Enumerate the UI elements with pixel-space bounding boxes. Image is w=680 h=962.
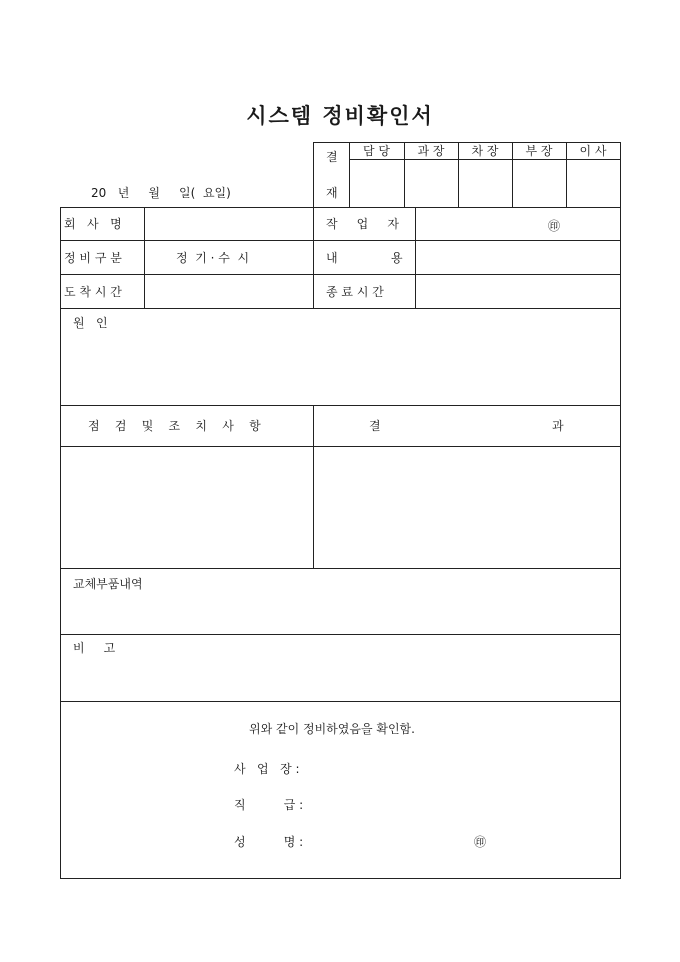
- result-field[interactable]: [314, 447, 620, 568]
- result-label-right: 과: [552, 419, 564, 433]
- approval-role-director: 이 사: [579, 144, 607, 158]
- result-label-left: 결: [369, 419, 381, 433]
- date-line[interactable]: 20 년 월 일( 요일): [91, 186, 231, 200]
- approval-role-manager: 부 장: [525, 144, 553, 158]
- end-time-label: 종 료 시 간: [326, 285, 384, 299]
- approval-sign-deputy[interactable]: [459, 160, 512, 207]
- approval-label-bottom: 재: [326, 186, 338, 200]
- approval-role-section-chief: 과 장: [417, 144, 445, 158]
- approval-role-deputy: 차 장: [471, 144, 499, 158]
- worker-field[interactable]: [416, 208, 620, 240]
- worker-seal-icon: ㊞: [548, 219, 561, 233]
- cause-label: 원 인: [73, 316, 108, 330]
- confirm-statement: 위와 같이 정비하였음을 확인함.: [249, 722, 415, 736]
- rank-field[interactable]: [316, 792, 566, 812]
- cause-field[interactable]: [61, 335, 620, 405]
- arrival-label: 도 착 시 간: [64, 285, 122, 299]
- company-label: 회 사 명: [64, 217, 122, 231]
- worker-label: 작 업 자: [326, 217, 399, 231]
- rank-label: 직 급 :: [234, 798, 304, 812]
- approval-sign-manager[interactable]: [513, 160, 566, 207]
- name-field[interactable]: [316, 829, 466, 849]
- site-field[interactable]: [316, 756, 566, 776]
- content-label: 내 용: [326, 251, 403, 265]
- name-label: 성 명 :: [234, 835, 304, 849]
- document-title: 시스템 정비확인서: [246, 103, 434, 128]
- site-label: 사 업 장 :: [234, 762, 300, 776]
- approval-label-top: 결: [326, 150, 338, 164]
- remarks-field[interactable]: [61, 658, 620, 701]
- approval-role-staff: 담 당: [363, 144, 390, 158]
- category-value[interactable]: 정 기 · 수 시: [176, 251, 250, 265]
- company-field[interactable]: [145, 208, 313, 240]
- end-time-field[interactable]: [416, 275, 620, 308]
- inspection-field[interactable]: [61, 447, 313, 568]
- content-field[interactable]: [416, 241, 620, 274]
- approval-sign-director[interactable]: [567, 160, 620, 207]
- remarks-label: 비 고: [73, 641, 116, 655]
- arrival-field[interactable]: [145, 275, 313, 308]
- category-label: 정 비 구 분: [64, 251, 122, 265]
- signature-seal-icon: ㊞: [474, 835, 487, 849]
- parts-field[interactable]: [61, 595, 620, 634]
- approval-sign-staff[interactable]: [350, 160, 404, 207]
- inspection-label: 점 검 및 조 치 사 항: [88, 419, 261, 433]
- parts-label: 교체부품내역: [73, 577, 143, 591]
- approval-sign-section-chief[interactable]: [405, 160, 458, 207]
